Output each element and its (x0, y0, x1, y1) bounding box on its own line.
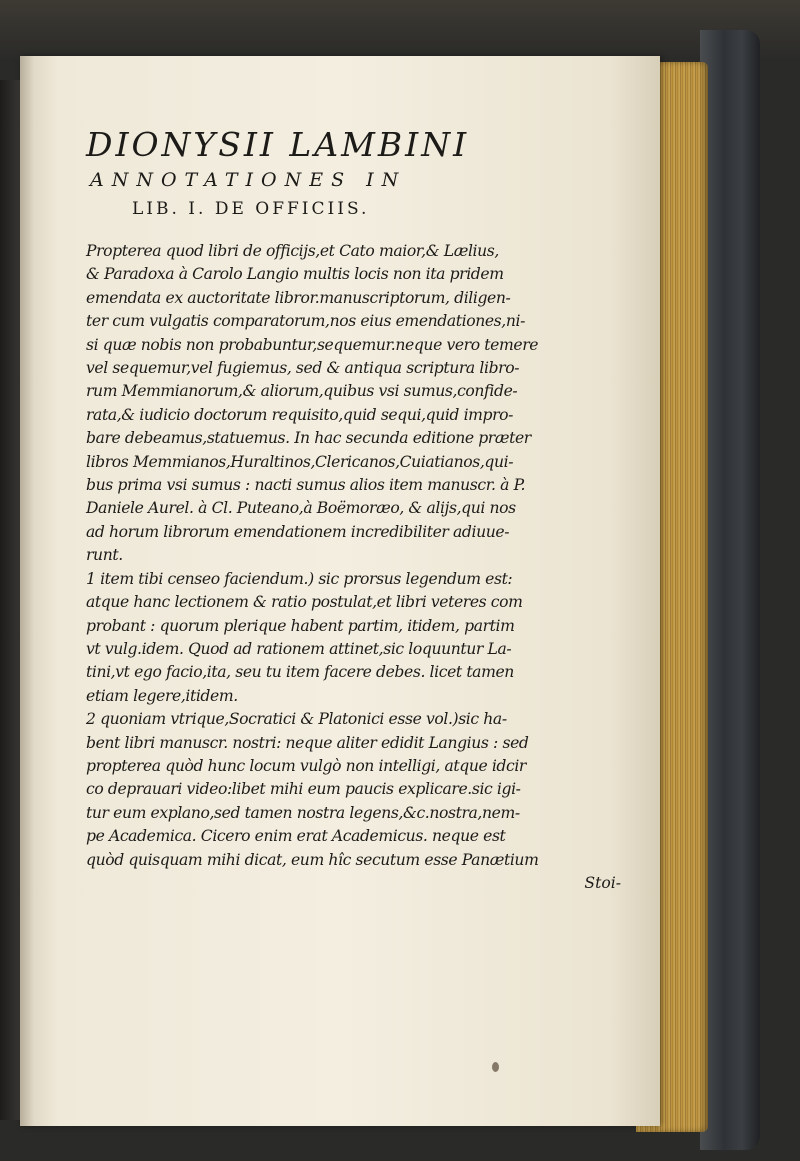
text-line: ter cum vulgatis comparatorum,nos eius emendationes,ni- (86, 312, 525, 331)
text-line: emendata ex auctoritate libror.manuscriptorum, diligen- (86, 288, 511, 307)
text-line: etiam legere,itidem. (86, 686, 238, 705)
text-line: rata,& iudicio doctorum requisito,quid sequi,quid impro- (86, 405, 514, 424)
catchword: Stoi- (584, 873, 621, 892)
background-top (0, 0, 800, 60)
text-line: ad horum librorum emendationem incredibiliter adiuue- (86, 522, 510, 541)
text-line: tini,vt ego facio,ita, seu tu item facere debes. licet tamen (86, 663, 514, 682)
page-title: DIONYSII LAMBINI (86, 125, 470, 164)
text-line: vt vulg.idem. Quod ad rationem attinet,sic loquuntur La- (86, 639, 512, 658)
book-page (20, 56, 660, 1126)
text-line: si quæ nobis non probabuntur,sequemur.neque vero temere (86, 335, 539, 354)
text-line: libros Memmianos,Huraltinos,Clericanos,Cuiatianos,qui- (86, 452, 514, 471)
ink-mark (492, 1062, 499, 1072)
book-cover-left (0, 80, 22, 1120)
book-section-heading: LIB. I. DE OFFICIIS. (132, 199, 370, 219)
page-subtitle: ANNOTATIONES IN (90, 169, 407, 191)
text-line: pe Academica. Cicero enim erat Academicus. neque est (86, 827, 506, 846)
text-line: & Paradoxa à Carolo Langio multis locis non ita pridem (86, 265, 504, 284)
text-line: propterea quòd hunc locum vulgò non intelligi, atque idcir (86, 756, 526, 775)
text-line: probant : quorum plerique habent partim, itidem, partim (86, 616, 515, 635)
text-line: 1 item tibi censeo faciendum.) sic prorsus legendum est: (86, 569, 513, 588)
page-content (86, 126, 631, 895)
text-line: runt. (86, 546, 123, 565)
text-line: quòd quisquam mihi dicat, eum hîc secutum esse Panætium (86, 850, 539, 869)
book-cover-right (700, 30, 760, 1150)
text-line: Propterea quod libri de officijs,et Cato maior,& Lælius, (86, 242, 499, 260)
text-line: co deprauari video:libet mihi eum paucis explicare.sic igi- (86, 780, 521, 799)
text-line: 2 quoniam vtrique,Socratici & Platonici esse vol.)sic ha- (86, 710, 507, 729)
text-line: vel sequemur,vel fugiemus, sed & antiqua scriptura libro- (86, 359, 520, 378)
text-line: bare debeamus,statuemus. In hac secunda editione præter (86, 429, 531, 448)
text-line: bent libri manuscr. nostri: neque aliter edidit Langius : sed (86, 733, 529, 752)
body-text (86, 240, 631, 872)
text-line: rum Memmianorum,& aliorum,quibus vsi sumus,confide- (86, 382, 518, 401)
text-line: atque hanc lectionem & ratio postulat,et libri veteres com (86, 593, 523, 612)
text-line: Daniele Aurel. à Cl. Puteano,à Boëmoræo, & alijs,qui nos (86, 499, 516, 518)
text-line: tur eum explano,sed tamen nostra legens,&c.nostra,nem- (86, 803, 520, 822)
text-line: bus prima vsi sumus : nacti sumus alios item manuscr. à P. (86, 476, 526, 495)
